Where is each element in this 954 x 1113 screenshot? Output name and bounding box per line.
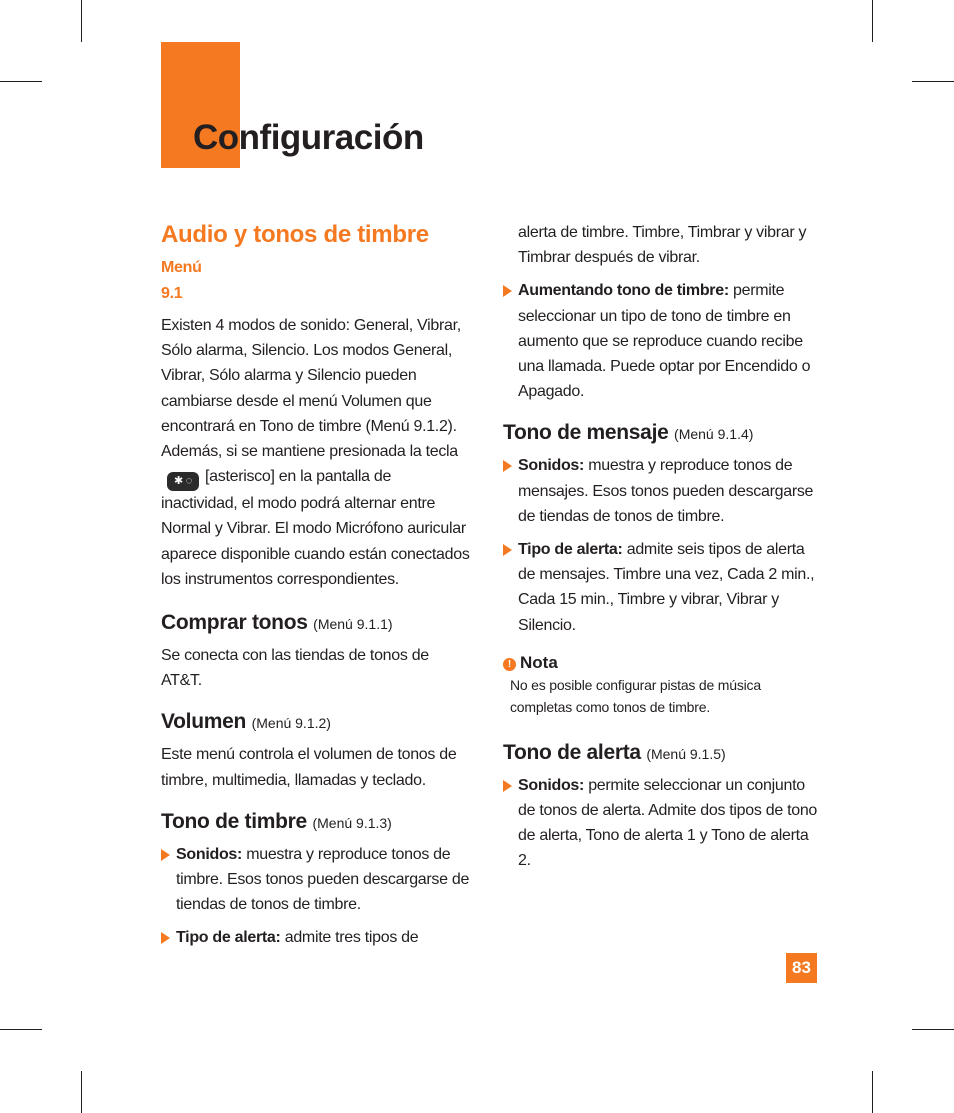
intro-text-2: [asterisco] en la pantalla de inactividad, el modo podrá alternar entre Normal y Vibrar. El modo Micrófono auricular aparece disponible cuando están conectados los instrumentos correspondientes. [161, 468, 470, 588]
volumen-menu: (Menú 9.1.2) [251, 715, 331, 732]
asterisk-key-icon: ✱ ◌ [167, 472, 199, 491]
crop-mark-top-left [81, 0, 82, 42]
aumentando-bullet [503, 278, 823, 404]
page-title: Configuración [193, 118, 424, 157]
bullet-arrow-icon [503, 460, 512, 472]
bullet-label: Sonidos: [176, 845, 243, 863]
intro-paragraph [161, 313, 471, 592]
intro-text-1: Existen 4 modos de sonido: General, Vibrar, Sólo alarma, Silencio. Los modos General, Vibrar, Sólo alarma y Silencio pueden cambiarse desde el menú Volumen que encontrará en Tono de timbre (Menú 9.1.2). Además, si se mantiene presionada la tecla [161, 317, 461, 461]
tono-alerta-heading [503, 740, 823, 767]
bullet-text: permite seleccionar un conjunto de tonos de alerta. Admite dos tipos de tono de alerta, Tono de alerta 1 y Tono de alerta 2. [518, 776, 818, 870]
crop-mark-left-bottom [0, 1029, 42, 1030]
bullet-arrow-icon [503, 544, 512, 556]
bullet-text: muestra y reproduce tonos de timbre. Esos tonos pueden descargarse de tiendas de tonos de timbre. [176, 845, 470, 914]
bullet-text: permite seleccionar un tipo de tono de timbre en aumento que se reproduce cuando recibe una llamada. Puede optar por Encendido o Apagado. [518, 282, 811, 401]
tono-timbre-bullet-alerta [161, 925, 471, 950]
bullet-arrow-icon [161, 849, 170, 861]
bullet-arrow-icon [161, 932, 170, 944]
bullet-arrow-icon [503, 285, 512, 297]
bullet-label: Tipo de alerta: [518, 541, 623, 559]
crop-mark-bottom-left [81, 1071, 82, 1113]
bullet-label: Sonidos: [518, 776, 585, 794]
comprar-tonos-title: Comprar tonos [161, 611, 308, 635]
bullet-label: Aumentando tono de timbre: [518, 282, 729, 300]
section-menu-label: Menú [161, 259, 202, 276]
tono-mensaje-bullet-alerta [503, 537, 823, 638]
section-heading-text: Audio y tonos de timbre [161, 221, 429, 248]
tono-alerta-title: Tono de alerta [503, 740, 641, 764]
note-alert-icon: ! [503, 658, 516, 671]
comprar-tonos-heading [161, 610, 471, 637]
bullet-arrow-icon [503, 780, 512, 792]
crop-mark-bottom-right [872, 1071, 873, 1113]
tono-mensaje-menu: (Menú 9.1.4) [674, 426, 754, 443]
note-title: Nota [520, 652, 558, 672]
note-text: No es posible configurar pistas de música completas como tonos de timbre. [510, 676, 761, 715]
right-column [503, 220, 823, 874]
comprar-tonos-text: Se conecta con las tiendas de tonos de AT&T. [161, 647, 429, 690]
crop-mark-right-top [912, 81, 954, 82]
bullet-text: admite tres tipos de [284, 929, 419, 947]
continued-text: alerta de timbre. Timbre, Timbrar y vibrar y Timbrar después de vibrar. [518, 224, 807, 267]
page-number-badge: 83 [786, 953, 817, 983]
section-heading [161, 220, 471, 305]
comprar-tonos-menu: (Menú 9.1.1) [313, 616, 393, 633]
left-column [161, 220, 471, 951]
tono-mensaje-title: Tono de mensaje [503, 421, 669, 445]
crop-mark-top-right [872, 0, 873, 42]
crop-mark-left-top [0, 81, 42, 82]
volumen-title: Volumen [161, 710, 247, 734]
bullet-text: admite seis tipos de alerta de mensajes. Timbre una vez, Cada 2 min., Cada 15 min., Timbre y vibrar, Vibrar y Silencio. [518, 541, 815, 634]
bullet-label: Tipo de alerta: [176, 929, 281, 947]
section-menu-number: 9.1 [161, 285, 183, 302]
note-heading [503, 652, 823, 674]
tono-mensaje-heading [503, 420, 823, 447]
volumen-text: Este menú controla el volumen de tonos de timbre, multimedia, llamadas y teclado. [161, 746, 457, 789]
tono-alerta-menu: (Menú 9.1.5) [646, 745, 726, 762]
tono-timbre-title: Tono de timbre [161, 809, 307, 833]
bullet-label: Sonidos: [518, 457, 585, 475]
tono-timbre-menu: (Menú 9.1.3) [312, 814, 392, 831]
tono-timbre-heading [161, 809, 471, 836]
tono-timbre-bullet-sonidos [161, 842, 471, 918]
tono-alerta-bullet-sonidos [503, 773, 823, 874]
crop-mark-right-bottom [912, 1029, 954, 1030]
volumen-heading [161, 709, 471, 736]
bullet-text: muestra y reproduce tonos de mensajes. Esos tonos pueden descargarse de tiendas de tonos de timbre. [518, 457, 814, 525]
tono-mensaje-bullet-sonidos [503, 453, 823, 529]
